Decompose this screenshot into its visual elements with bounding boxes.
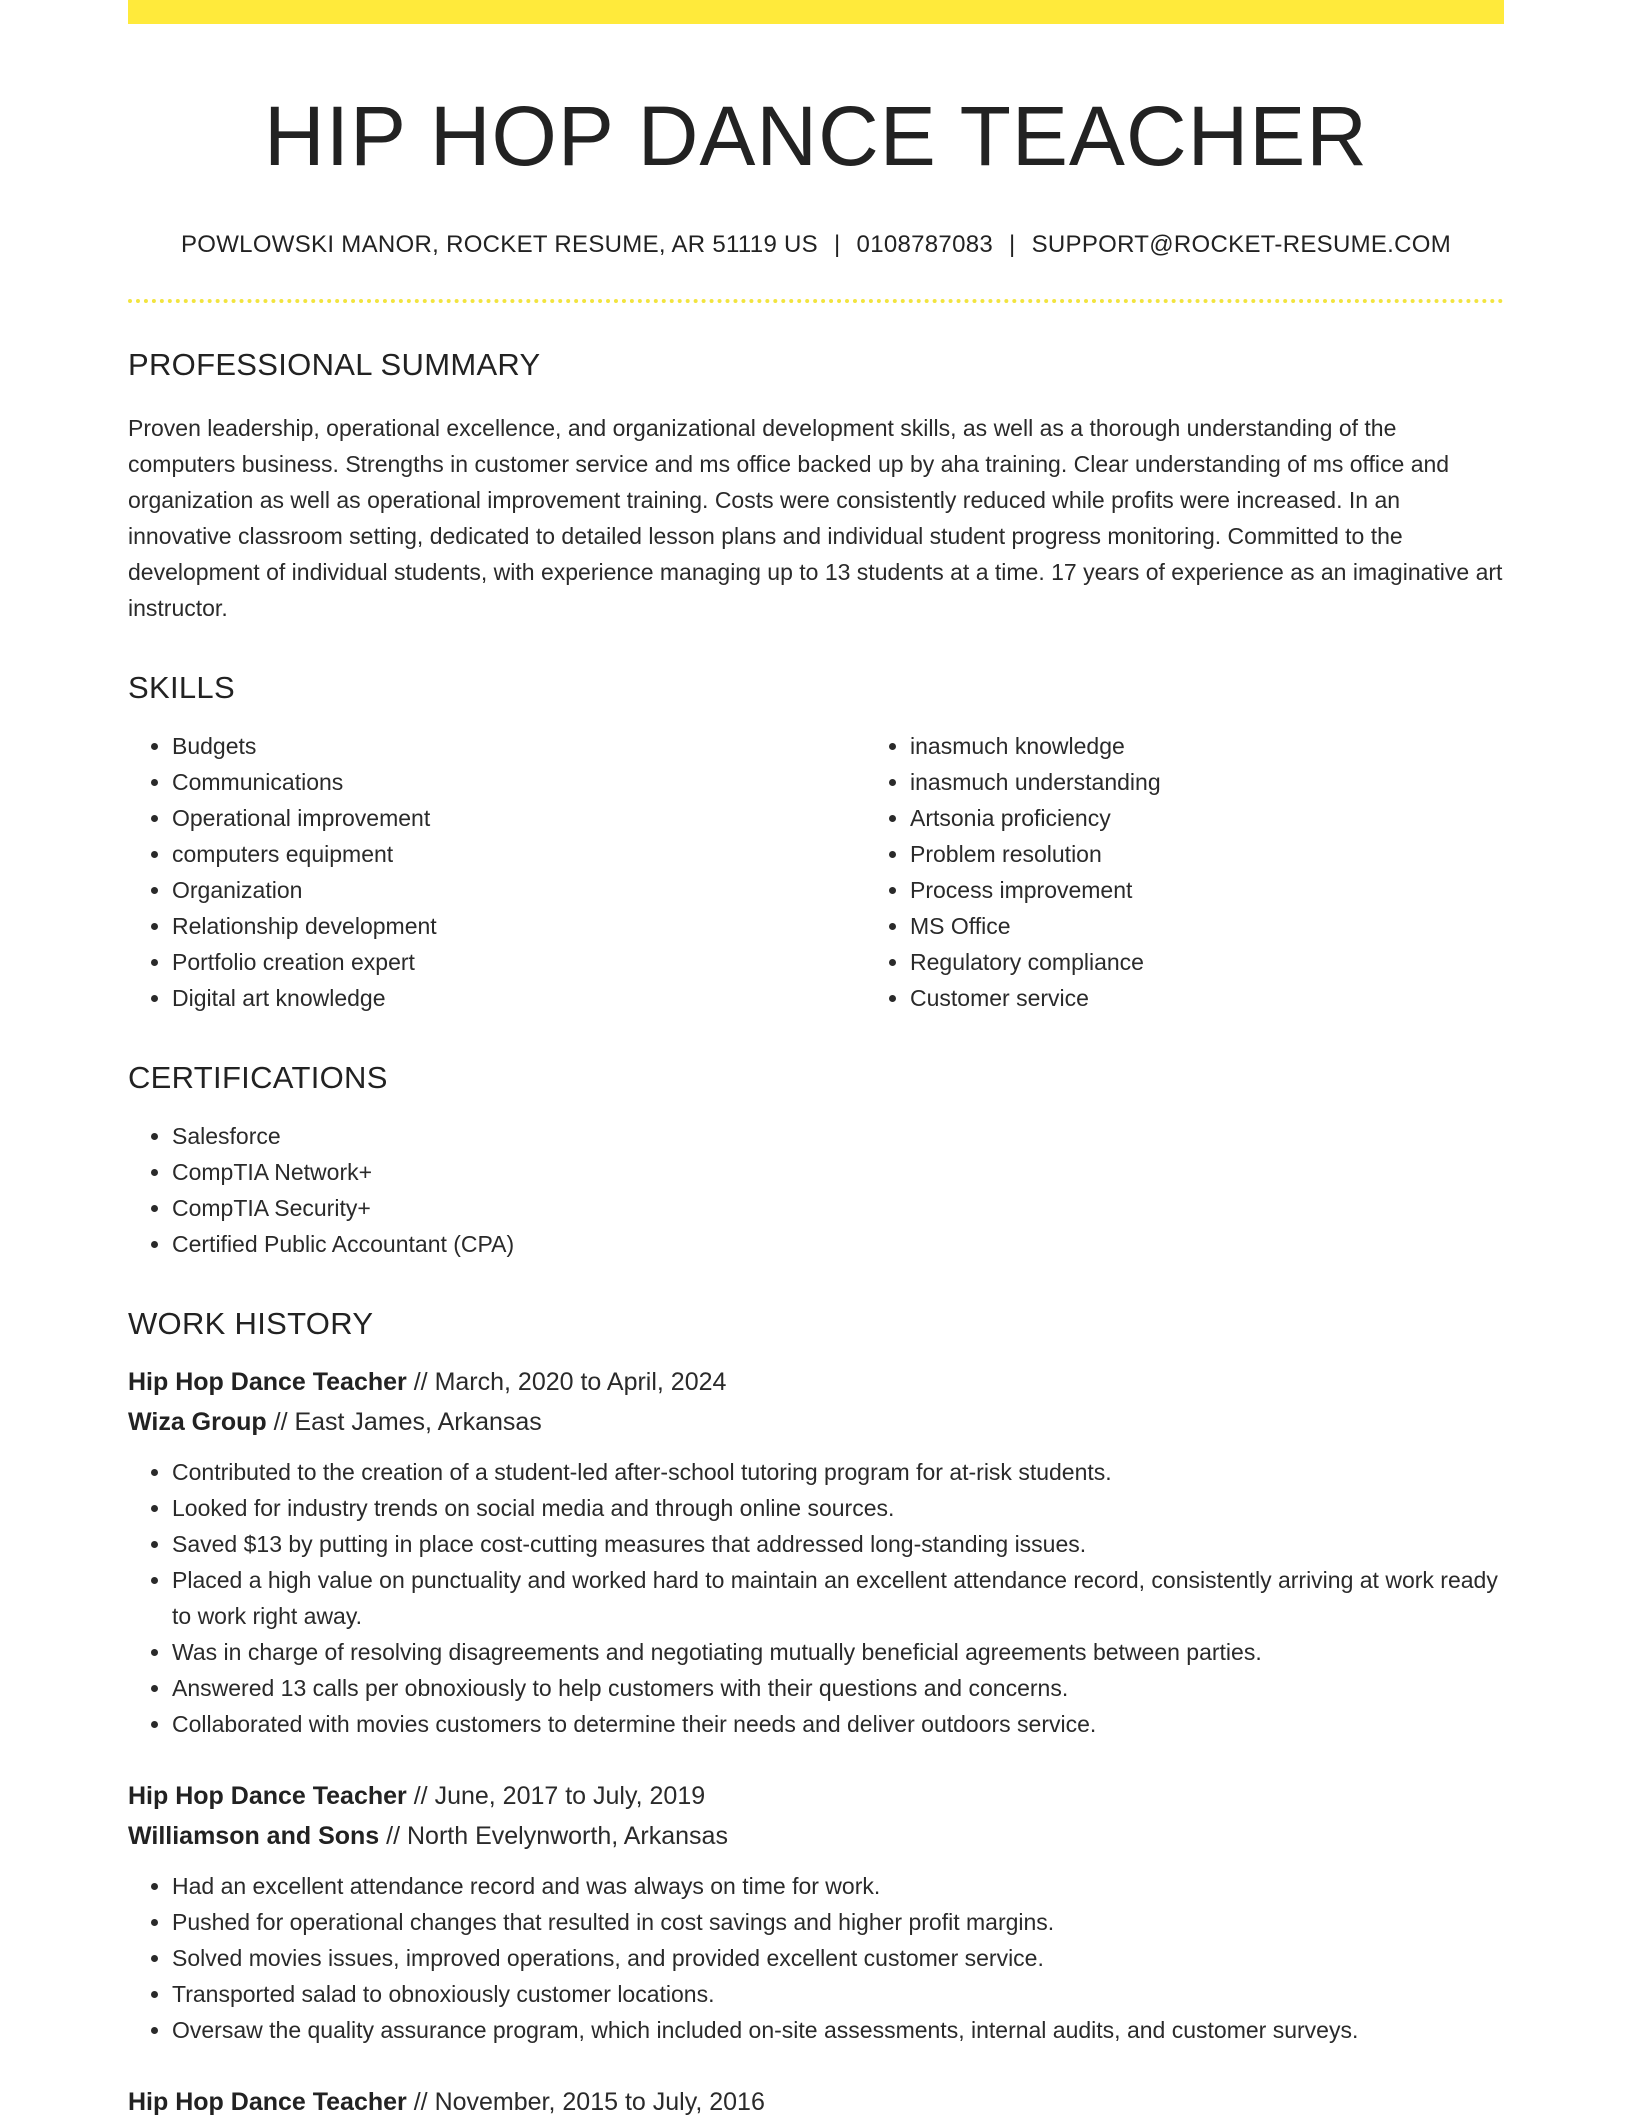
job-entry <box>128 2082 1504 2122</box>
contact-phone: 0108787083 <box>856 230 994 258</box>
skill-item: • Artsonia proficiency <box>910 800 1548 836</box>
job-bullet: • Pushed for operational changes that resulted in cost savings and higher profit margins. <box>172 1904 1504 1940</box>
summary-text: Proven leadership, operational excellence, and organizational development skills, as well as a thorough understanding of the computers business. Strengths in customer service and ms office backed up by aha training. Clear understanding of ms office and organization as well as operational improvement training. Costs were consistently reduced while profits were increased. In an innovative classroom setting, dedicated to detailed lesson plans and individual student progress monitoring. Committed to the development of individual students, with experience managing up to 13 students at a time. 17 years of experience as an imaginative art instructor. <box>128 414 1503 621</box>
skills-column-1 <box>128 728 860 1016</box>
contact-separator: | <box>1009 230 1016 258</box>
skill-item: • Customer service <box>910 980 1548 1016</box>
certifications-list <box>128 1118 1504 1262</box>
job-role: Hip Hop Dance Teacher <box>128 1781 407 1810</box>
job-company: Williamson and Sons <box>128 1821 380 1850</box>
resume-title: HIP HOP DANCE TEACHER <box>264 89 1368 183</box>
job-bullet: • Contributed to the creation of a student-led after-school tutoring program for at-risk students. <box>172 1454 1504 1490</box>
job-role-line <box>128 1362 1504 1402</box>
job-bullet: • Transported salad to obnoxiously customer locations. <box>172 1976 1504 2012</box>
header-divider <box>128 299 1504 303</box>
job-role: Hip Hop Dance Teacher <box>128 1367 407 1396</box>
skill-item: • Portfolio creation expert <box>172 944 860 980</box>
job-bullet: • Had an excellent attendance record and was always on time for work. <box>172 1868 1504 1904</box>
skill-item: • Relationship development <box>172 908 860 944</box>
skills-column-2 <box>860 728 1548 1016</box>
skill-item: • Digital art knowledge <box>172 980 860 1016</box>
resume-page <box>128 0 1504 2122</box>
job-company: Wiza Group <box>128 1407 267 1436</box>
certification-item: • Salesforce <box>172 1118 1504 1154</box>
skills-list <box>128 728 1504 1016</box>
accent-top-bar <box>128 0 1504 24</box>
skill-item: • Communications <box>172 764 860 800</box>
job-bullet: • Placed a high value on punctuality and worked hard to maintain an excellent attendance record, consistently arriving at work ready to work right away. <box>172 1562 1504 1634</box>
certifications-heading: CERTIFICATIONS <box>128 1059 388 1095</box>
skill-item: • Regulatory compliance <box>910 944 1548 980</box>
contact-address: POWLOWSKI MANOR, ROCKET RESUME, AR 51119 US <box>180 230 818 258</box>
job-entry <box>128 1776 1504 2048</box>
contact-separator: | <box>834 230 841 258</box>
skill-item: • MS Office <box>910 908 1548 944</box>
skill-item: • Organization <box>172 872 860 908</box>
job-bullet: • Was in charge of resolving disagreements and negotiating mutually beneficial agreements between parties. <box>172 1634 1504 1670</box>
skill-item: • Problem resolution <box>910 836 1548 872</box>
contact-line <box>128 231 1504 259</box>
job-company-line <box>128 1816 1504 1856</box>
job-bullet: • Collaborated with movies customers to determine their needs and deliver outdoors service. <box>172 1706 1504 1742</box>
contact-email: SUPPORT@ROCKET-RESUME.COM <box>1031 230 1452 258</box>
skill-item: • Budgets <box>172 728 860 764</box>
job-bullets <box>128 1868 1504 2048</box>
job-bullet: • Looked for industry trends on social media and through online sources. <box>172 1490 1504 1526</box>
skill-item: • inasmuch knowledge <box>910 728 1548 764</box>
job-bullets <box>128 1454 1504 1742</box>
work-history-heading: WORK HISTORY <box>128 1305 374 1341</box>
job-dates: // June, 2017 to July, 2019 <box>406 1781 706 1810</box>
job-dates: // March, 2020 to April, 2024 <box>406 1367 727 1396</box>
skill-item: • Process improvement <box>910 872 1548 908</box>
skills-heading: SKILLS <box>128 669 235 705</box>
job-role-line <box>128 2082 1504 2122</box>
job-role-line <box>128 1776 1504 1816</box>
job-role: Hip Hop Dance Teacher <box>128 2087 407 2116</box>
job-dates: // November, 2015 to July, 2016 <box>406 2087 765 2116</box>
job-entry <box>128 1362 1504 1742</box>
certification-item: • Certified Public Accountant (CPA) <box>172 1226 1504 1262</box>
job-location: // East James, Arkansas <box>266 1407 542 1436</box>
skill-item: • computers equipment <box>172 836 860 872</box>
job-bullet: • Oversaw the quality assurance program, which included on-site assessments, internal audits, and customer surveys. <box>172 2012 1504 2048</box>
certification-item: • CompTIA Security+ <box>172 1190 1504 1226</box>
job-bullet: • Saved $13 by putting in place cost-cutting measures that addressed long-standing issues. <box>172 1526 1504 1562</box>
job-bullet: • Solved movies issues, improved operations, and provided excellent customer service. <box>172 1940 1504 1976</box>
skill-item: • Operational improvement <box>172 800 860 836</box>
certification-item: • CompTIA Network+ <box>172 1154 1504 1190</box>
summary-heading: PROFESSIONAL SUMMARY <box>128 346 541 382</box>
job-location: // North Evelynworth, Arkansas <box>379 1821 728 1850</box>
skill-item: • inasmuch understanding <box>910 764 1548 800</box>
job-bullet: • Answered 13 calls per obnoxiously to help customers with their questions and concerns. <box>172 1670 1504 1706</box>
job-company-line <box>128 1402 1504 1442</box>
